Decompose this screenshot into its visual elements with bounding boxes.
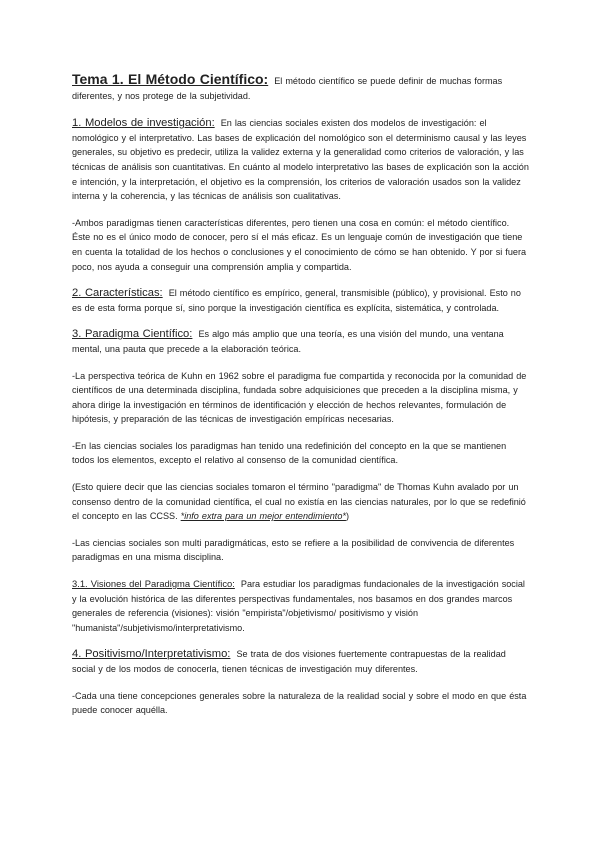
extra-info-note: *info extra para un mejor entendimiento* bbox=[180, 511, 346, 522]
section-3-heading: 3. Paradigma Científico: bbox=[72, 328, 193, 341]
section-1-text: En las ciencias sociales existen dos modelos de investigación: el nomológico y el interpretativo. Las bases de explicación del nomológico son el determinismo causal y las leyes generales, su objetivo es predecir, utiliza la validez externa y la generalidad como criterios de valoración, y las técnicas de análisis son cuantitativas. En cuánto al modelo interpretativo las bases de explicación son la acción e intención, y la interpretación, el objetivo es la comprensión, los criterios de valoración usados son la validez interna y la coherencia, y las técnicas de análisis son cualitativas. bbox=[72, 118, 529, 202]
document-title: Tema 1. El Método Científico: bbox=[72, 71, 269, 87]
section-4-paragraph-2: -Cada una tiene concepciones generales sobre la naturaleza de la realidad social y sobre el modo en que ésta puede conocer aquélla. bbox=[72, 690, 527, 716]
section-1-paragraph bbox=[72, 116, 530, 204]
section-3-1-heading: 3.1. Visiones del Paradigma Científico: bbox=[72, 578, 235, 590]
section-4-heading: 4. Positivismo/Interpretativismo: bbox=[72, 648, 231, 661]
document-page bbox=[72, 72, 530, 730]
section-3-1-text: Para estudiar los paradigmas fundacionales de la investigación social y la evolución histórica de las diferentes perspectivas fundamentales, nos basamos en dos grandes marcos generales de referencia (visiones): visión "empirista"/objetivismo/ positivismo y visión "humanista"/subjetivismo/interpretativismo. bbox=[72, 579, 525, 633]
section-4-text: Se trata de dos visiones fuertemente contrapuestas de la realidad social y de los modos de conocerla, tienen técnicas de investigación muy diferentes. bbox=[72, 649, 506, 674]
section-2-paragraph bbox=[72, 286, 530, 315]
section-2-text: El método científico es empírico, general, transmisible (público), y provisional. Esto no es de esta forma porque sí, sino porque la investigación científica es explícita, sistemática, y controlada. bbox=[72, 288, 521, 313]
section-3-1-paragraph bbox=[72, 577, 530, 635]
section-3-paragraph-4 bbox=[72, 480, 530, 524]
section-3-paragraph bbox=[72, 327, 530, 356]
section-3-paragraph-5: -Las ciencias sociales son multi paradigmáticas, esto se refiere a la posibilidad de convivencia de diferentes paradigmas en una misma disciplina. bbox=[72, 537, 515, 563]
section-3-paragraph-3: -En las ciencias sociales los paradigmas han tenido una redefinición del concepto en la que se mantienen todos los elementos, excepto el relativo al consenso de la comunidad científica. bbox=[72, 440, 507, 466]
section-3-paragraph-2: -La perspectiva teórica de Kuhn en 1962 sobre el paradigma fue compartida y reconocida por la comunidad de científicos de una determinada disciplina, fundada sobre adquisiciones que preceden a la disciplina misma, y ahora dirige la investigación en términos de identificación y elección de hechos relevantes, formulación de hipótesis, y preparación de las técnicas de investigación empíricas necesarias. bbox=[72, 370, 527, 425]
section-4-paragraph bbox=[72, 647, 530, 676]
section-3-text: Es algo más amplio que una teoría, es una visión del mundo, una ventana mental, una pauta que precede a la elaboración teórica. bbox=[72, 329, 504, 354]
title-paragraph bbox=[72, 72, 530, 103]
section-1-heading: 1. Modelos de investigación: bbox=[72, 117, 215, 130]
section-3-paragraph-4-text: (Esto quiere decir que las ciencias sociales tomaron el término "paradigma" de Thomas Kuhn avalado por un consenso dentro de la comunidad científica, el cual no existía en las ciencias naturales, por lo que se redefinió el concepto en las CCSS. bbox=[72, 482, 526, 522]
closing-parenthesis: ) bbox=[345, 511, 349, 522]
section-2-heading: 2. Características: bbox=[72, 287, 163, 300]
title-description: El método científico se puede definir de muchas formas diferentes, y nos protege de la subjetividad. bbox=[72, 76, 503, 101]
section-1-paragraph-2: -Ambos paradigmas tienen características diferentes, pero tienen una cosa en común: el método científico. Éste no es el único modo de conocer, pero sí el más eficaz. Es un lenguaje común de investigación que tiene en cuenta la totalidad de los hechos o conclusiones y el conocimiento de cómo se han obtenido. Y por si fuera poco, nos ayuda a conseguir una comprensión amplia y compartida. bbox=[72, 217, 527, 272]
